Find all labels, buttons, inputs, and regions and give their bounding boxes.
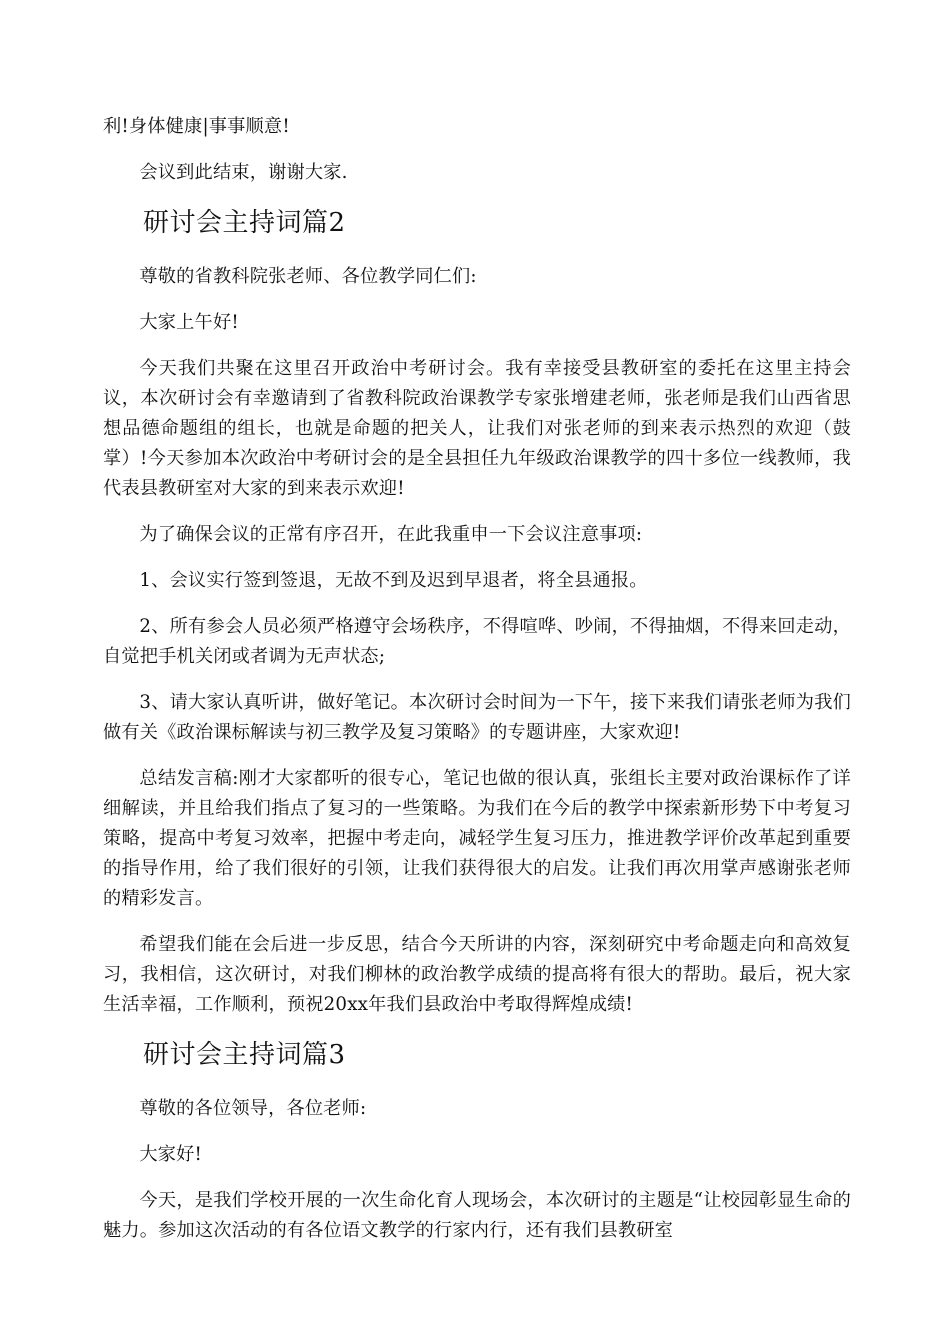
paragraph-rule-2: 2、所有参会人员必须严格遵守会场秩序，不得喧哗、吵闹，不得抽烟，不得来回走动，自觉把手机关闭或者调为无声状态; (103, 616, 851, 667)
paragraph-opening-3: 今天，是我们学校开展的一次生命化育人现场会，本次研讨的主题是“让校园彰显生命的魅力。参加这次活动的有各位语文教学的行家内行，还有我们县教研室 (103, 1190, 851, 1241)
paragraph-closing: 希望我们能在会后进一步反思，结合今天所讲的内容，深刻研究中考命题走向和高效复习，我相信，这次研讨，对我们柳林的政治教学成绩的提高将有很大的帮助。最后，祝大家生活幸福，工作顺利，预祝20xx年我们县政治中考取得辉煌成绩! (103, 934, 851, 1015)
paragraph-salutation: 尊敬的省教科院张老师、各位教学同仁们: (139, 266, 477, 287)
section-heading-3: 研讨会主持词篇3 (143, 1040, 346, 1070)
paragraph-opening: 今天我们共聚在这里召开政治中考研讨会。我有幸接受县教研室的委托在这里主持会议，本次研讨会有幸邀请到了省教科院政治课教学专家张增建老师，张老师是我们山西省思想品德命题组的组长，也就是命题的把关人，让我们对张老师的到来表示热烈的欢迎（鼓掌）!今天参加本次政治中考研讨会的是全县担任九年级政治课教学的四十多位一线教师，我代表县教研室对大家的到来表示欢迎! (103, 358, 851, 499)
paragraph-summary: 总结发言稿:刚才大家都听的很专心，笔记也做的很认真，张组长主要对政治课标作了详细解读，并且给我们指点了复习的一些策略。为我们在今后的教学中探索新形势下中考复习策略，提高中考复习效率，把握中考走向，减轻学生复习压力，推进教学评价改革起到重要的指导作用，给了我们很好的引领，让我们获得很大的启发。让我们再次用掌声感谢张老师的精彩发言。 (103, 768, 851, 909)
paragraph-closing-wishes: 利!身体健康|事事顺意! (103, 116, 290, 137)
paragraph-rule-3: 3、请大家认真听讲，做好笔记。本次研讨会时间为一下午，接下来我们请张老师为我们做有关《政治课标解读与初三教学及复习策略》的专题讲座，大家欢迎! (103, 692, 851, 743)
paragraph-salutation-3: 尊敬的各位领导，各位老师: (139, 1098, 367, 1119)
section-heading-2: 研讨会主持词篇2 (143, 208, 346, 238)
paragraph-meeting-end: 会议到此结束，谢谢大家. (139, 162, 348, 183)
paragraph-rule-1: 1、会议实行签到签退，无故不到及迟到早退者，将全县通报。 (139, 570, 648, 591)
paragraph-greeting: 大家上午好! (139, 312, 239, 333)
paragraph-greeting-3: 大家好! (139, 1144, 203, 1165)
document-body (103, 112, 851, 1246)
paragraph-notice-intro: 为了确保会议的正常有序召开，在此我重申一下会议注意事项: (139, 524, 643, 545)
